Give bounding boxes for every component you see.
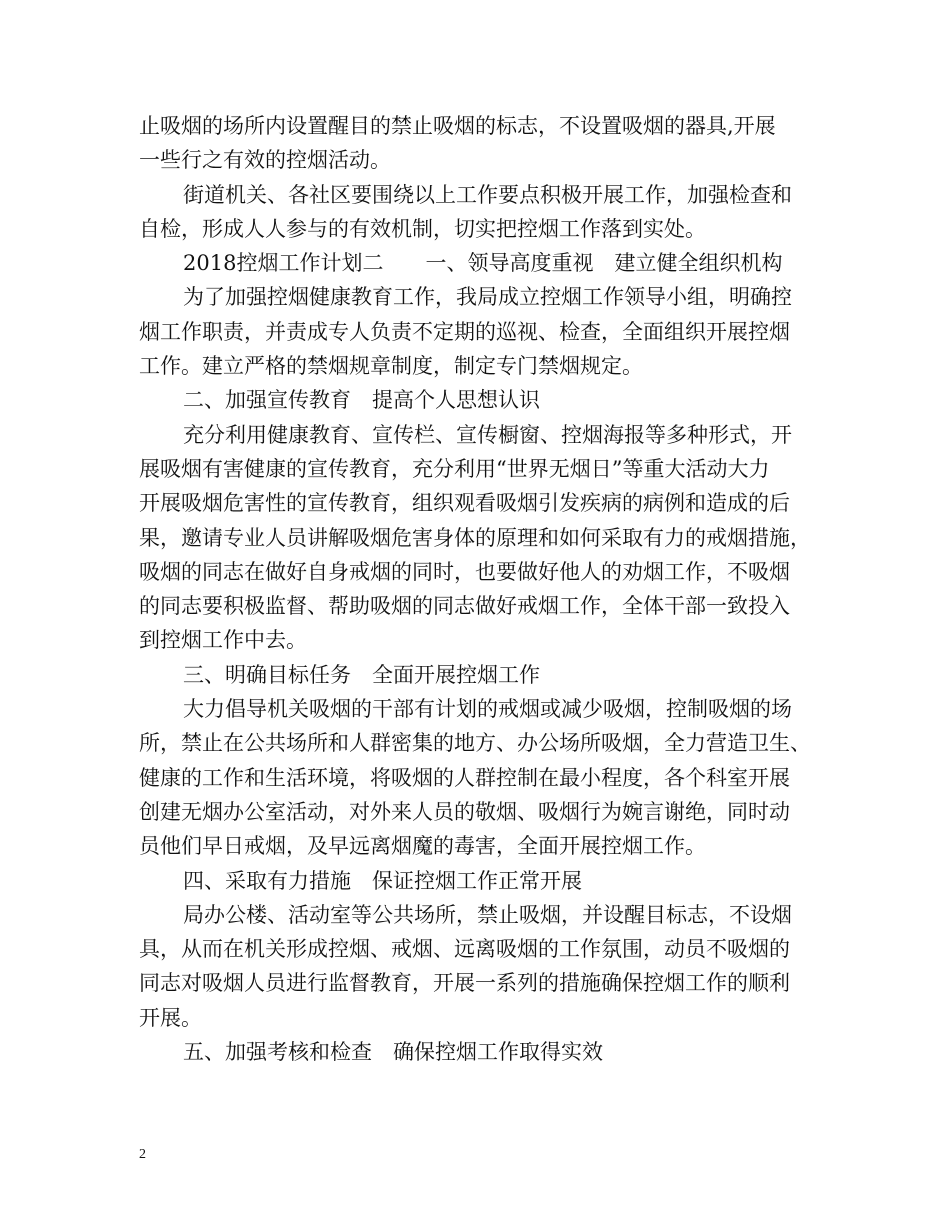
text-line: 到控烟工作中去。: [139, 628, 307, 653]
text-line: 展吸烟有害健康的宣传教育，充分利用“世界无烟日”等重大活动大力: [139, 456, 770, 481]
text-line: 同志对吸烟人员进行监督教育，开展一系列的措施确保控烟工作的顺利: [139, 971, 790, 996]
section-heading: 四、采取有力措施 保证控烟工作正常开展: [183, 868, 582, 893]
section-heading: 五、加强考核和检查 确保控烟工作取得实效: [183, 1040, 603, 1065]
text-line: 果，邀请专业人员讲解吸烟危害身体的原理和如何采取有力的戒烟措施，: [139, 525, 811, 550]
text-line: 员他们早日戒烟，及早远离烟魔的毒害，全面开展控烟工作。: [139, 834, 706, 859]
text-line: 所，禁止在公共场所和人群密集的地方、办公场所吸烟，全力营造卫生、: [139, 731, 811, 756]
section-heading: 二、加强宣传教育 提高个人思想认识: [183, 388, 540, 413]
text-line: 一些行之有效的控烟活动。: [139, 148, 391, 173]
text-line: 街道机关、各社区要围绕以上工作要点积极开展工作，加强检查和: [183, 182, 792, 207]
text-line: 为了加强控烟健康教育工作，我局成立控烟工作领导小组，明确控: [183, 285, 792, 310]
text-line: 局办公楼、活动室等公共场所，禁止吸烟，并设醒目标志，不设烟: [183, 902, 792, 927]
text-line: 的同志要积极监督、帮助吸烟的同志做好戒烟工作，全体干部一致投入: [139, 594, 790, 619]
text-line: 具，从而在机关形成控烟、戒烟、远离吸烟的工作氛围，动员不吸烟的: [139, 937, 790, 962]
text-line: 大力倡导机关吸烟的干部有计划的戒烟或减少吸烟，控制吸烟的场: [183, 697, 792, 722]
document-body: [139, 109, 819, 1069]
section-heading: 三、明确目标任务 全面开展控烟工作: [183, 662, 540, 687]
text-line: 吸烟的同志在做好自身戒烟的同时，也要做好他人的劝烟工作，不吸烟: [139, 559, 790, 584]
text-line: 开展吸烟危害性的宣传教育，组织观看吸烟引发疾病的病例和造成的后: [139, 491, 790, 516]
text-line: 烟工作职责，并责成专人负责不定期的巡视、检查，全面组织开展控烟: [139, 319, 790, 344]
text-line: 工作。建立严格的禁烟规章制度，制定专门禁烟规定。: [139, 354, 643, 379]
section-heading: 2018控烟工作计划二 一、领导高度重视 建立健全组织机构: [183, 251, 783, 276]
text-line: 创建无烟办公室活动，对外来人员的敬烟、吸烟行为婉言谢绝，同时动: [139, 799, 790, 824]
text-line: 健康的工作和生活环境，将吸烟的人群控制在最小程度，各个科室开展: [139, 765, 790, 790]
text-line: 止吸烟的场所内设置醒目的禁止吸烟的标志，不设置吸烟的器具,开展: [139, 114, 776, 138]
text-line: 开展。: [139, 1005, 202, 1030]
page-number: 2: [139, 1147, 146, 1162]
text-line: 自检，形成人人参与的有效机制，切实把控烟工作落到实处。: [139, 216, 706, 241]
text-line: 充分利用健康教育、宣传栏、宣传橱窗、控烟海报等多种形式，开: [183, 422, 792, 447]
